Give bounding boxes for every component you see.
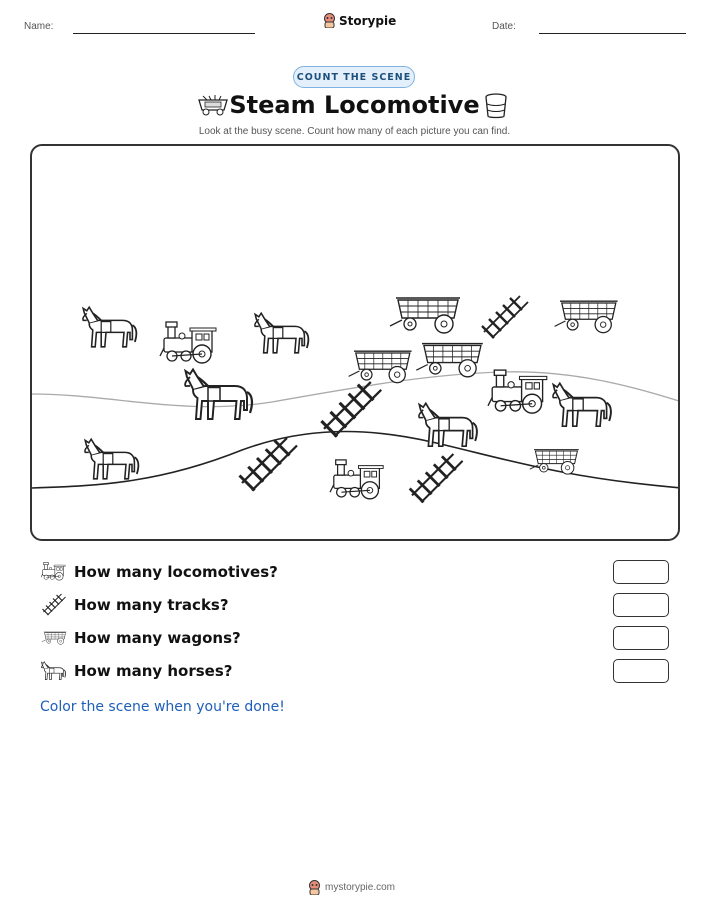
instructions: Look at the busy scene. Count how many of each picture you can find. [198, 126, 511, 137]
page-title: Steam Locomotive [229, 91, 480, 119]
bucket-icon [484, 92, 508, 120]
question-wagons [41, 626, 681, 652]
name-label: Name: [24, 21, 54, 32]
track-1 [482, 296, 528, 338]
question-tracks [41, 593, 681, 619]
brand-name: Storypie [339, 13, 397, 28]
storypie-mascot-icon [323, 13, 336, 28]
answer-box-locomotives[interactable] [613, 560, 669, 584]
answer-box-horses[interactable] [613, 659, 669, 683]
horse-6 [553, 383, 611, 426]
footer-url: mystorypie.com [325, 882, 396, 893]
track-2 [321, 382, 381, 437]
horse-4 [85, 439, 138, 479]
question-text: How many locomotives? [74, 563, 278, 581]
color-note: Color the scene when you're done! [40, 699, 285, 715]
answer-box-tracks[interactable] [613, 593, 669, 617]
track-4 [410, 454, 463, 502]
question-text: How many tracks? [74, 596, 229, 614]
storypie-mascot-icon [308, 880, 321, 895]
locomotive-icon [41, 560, 67, 584]
track-3 [240, 438, 298, 491]
activity-badge: COUNT THE SCENE [293, 66, 415, 88]
answer-box-wagons[interactable] [613, 626, 669, 650]
date-label: Date: [492, 21, 516, 32]
horse-5 [419, 403, 477, 446]
locomotive-1 [160, 322, 216, 363]
question-locomotives [41, 560, 681, 586]
question-text: How many horses? [74, 662, 233, 680]
scene-illustration [32, 146, 680, 541]
horse-icon [41, 659, 67, 683]
footer [308, 880, 395, 895]
wagon-4 [416, 344, 483, 377]
date-line[interactable] [539, 33, 686, 34]
horse-1 [83, 307, 136, 347]
locomotive-2 [488, 370, 547, 413]
locomotive-3 [330, 460, 383, 499]
wagon-3 [349, 351, 412, 383]
count-scene [30, 144, 680, 541]
wagon-1 [390, 298, 460, 333]
horse-3 [185, 370, 252, 420]
wagon-2 [555, 301, 618, 333]
question-text: How many wagons? [74, 629, 241, 647]
name-line[interactable] [73, 33, 255, 34]
question-horses [41, 659, 681, 685]
brand-logo [323, 13, 396, 28]
horse-2 [255, 313, 308, 353]
track-icon [41, 593, 67, 617]
wagon-icon [41, 626, 67, 650]
